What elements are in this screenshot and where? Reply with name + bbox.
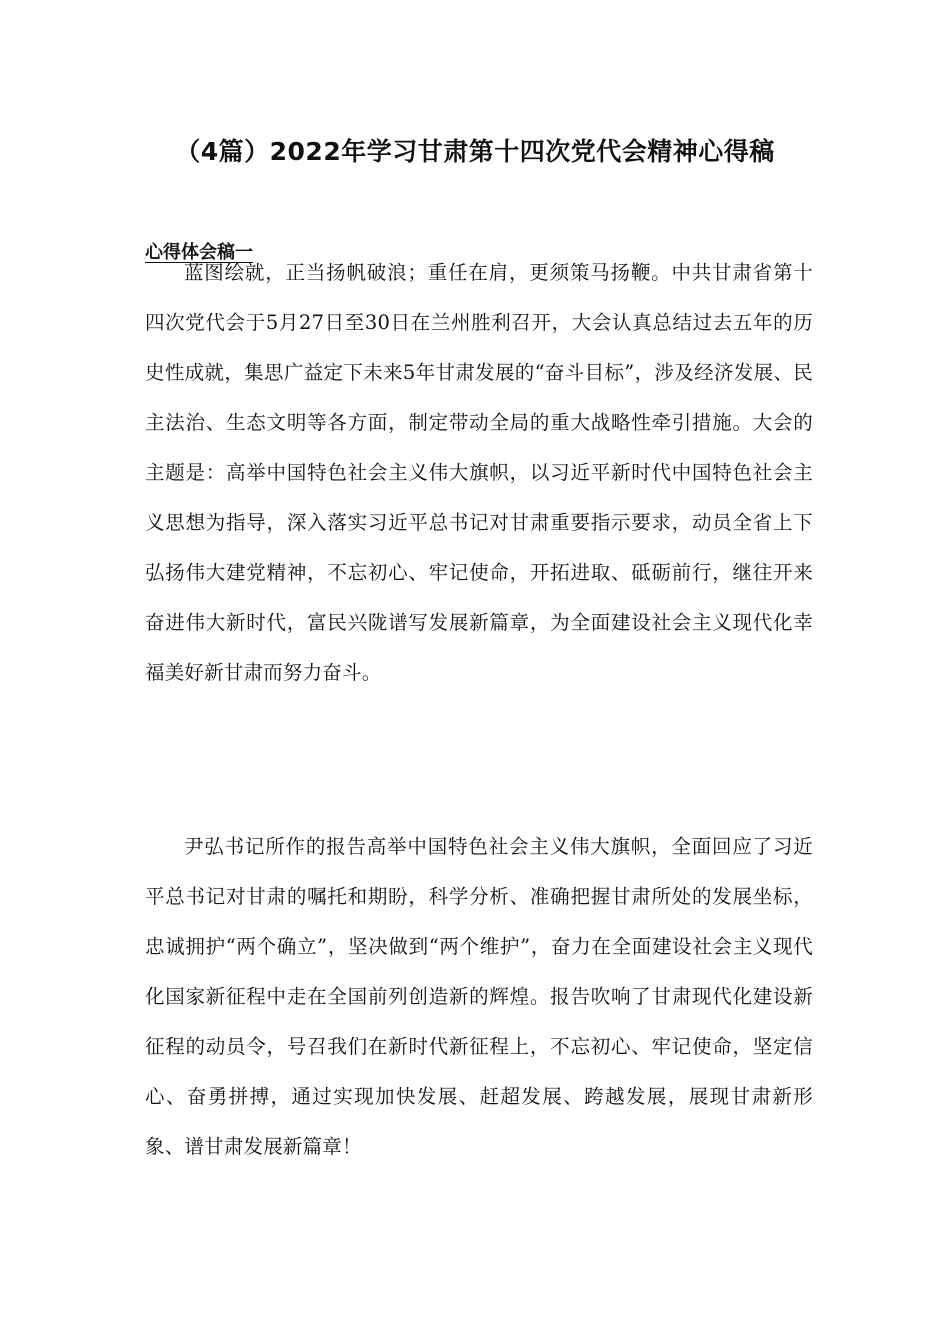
document-title: （4篇）2022年学习甘肃第十四次党代会精神心得稿: [175, 137, 775, 166]
section-heading: 心得体会稿一: [145, 242, 253, 263]
body-paragraph-1: 蓝图绘就，正当扬帆破浪；重任在肩，更须策马扬鞭。中共甘肃省第十四次党代会于5月27日至30日在兰州胜利召开，大会认真总结过去五年的历史性成就，集思广益定下未来5年甘肃发展的“奋斗目标”，涉及经济发展、民主法治、生态文明等各方面，制定带动全局的重大战略性牵引措施。大会的主题是：高举中国特色社会主义伟大旗帜，以习近平新时代中国特色社会主义思想为指导，深入落实习近平总书记对甘肃重要指示要求，动员全省上下弘扬伟大建党精神，不忘初心、牢记使命，开拓进取、砥砺前行，继往开来奋进伟大新时代，富民兴陇谱写发展新篇章，为全面建设社会主义现代化幸福美好新甘肃而努力奋斗。: [145, 261, 813, 684]
body-paragraph-2: 尹弘书记所作的报告高举中国特色社会主义伟大旗帜，全面回应了习近平总书记对甘肃的嘱托和期盼，科学分析、准确把握甘肃所处的发展坐标，忠诚拥护“两个确立”，坚决做到“两个维护”，奋力在全面建设社会主义现代化国家新征程中走在全国前列创造新的辉煌。报告吹响了甘肃现代化建设新征程的动员令，号召我们在新时代新征程上，不忘初心、牢记使命，坚定信心、奋勇拼搏，通过实现加快发展、赶超发展、跨越发展，展现甘肃新形象、谱甘肃发展新篇章！: [145, 835, 813, 1158]
